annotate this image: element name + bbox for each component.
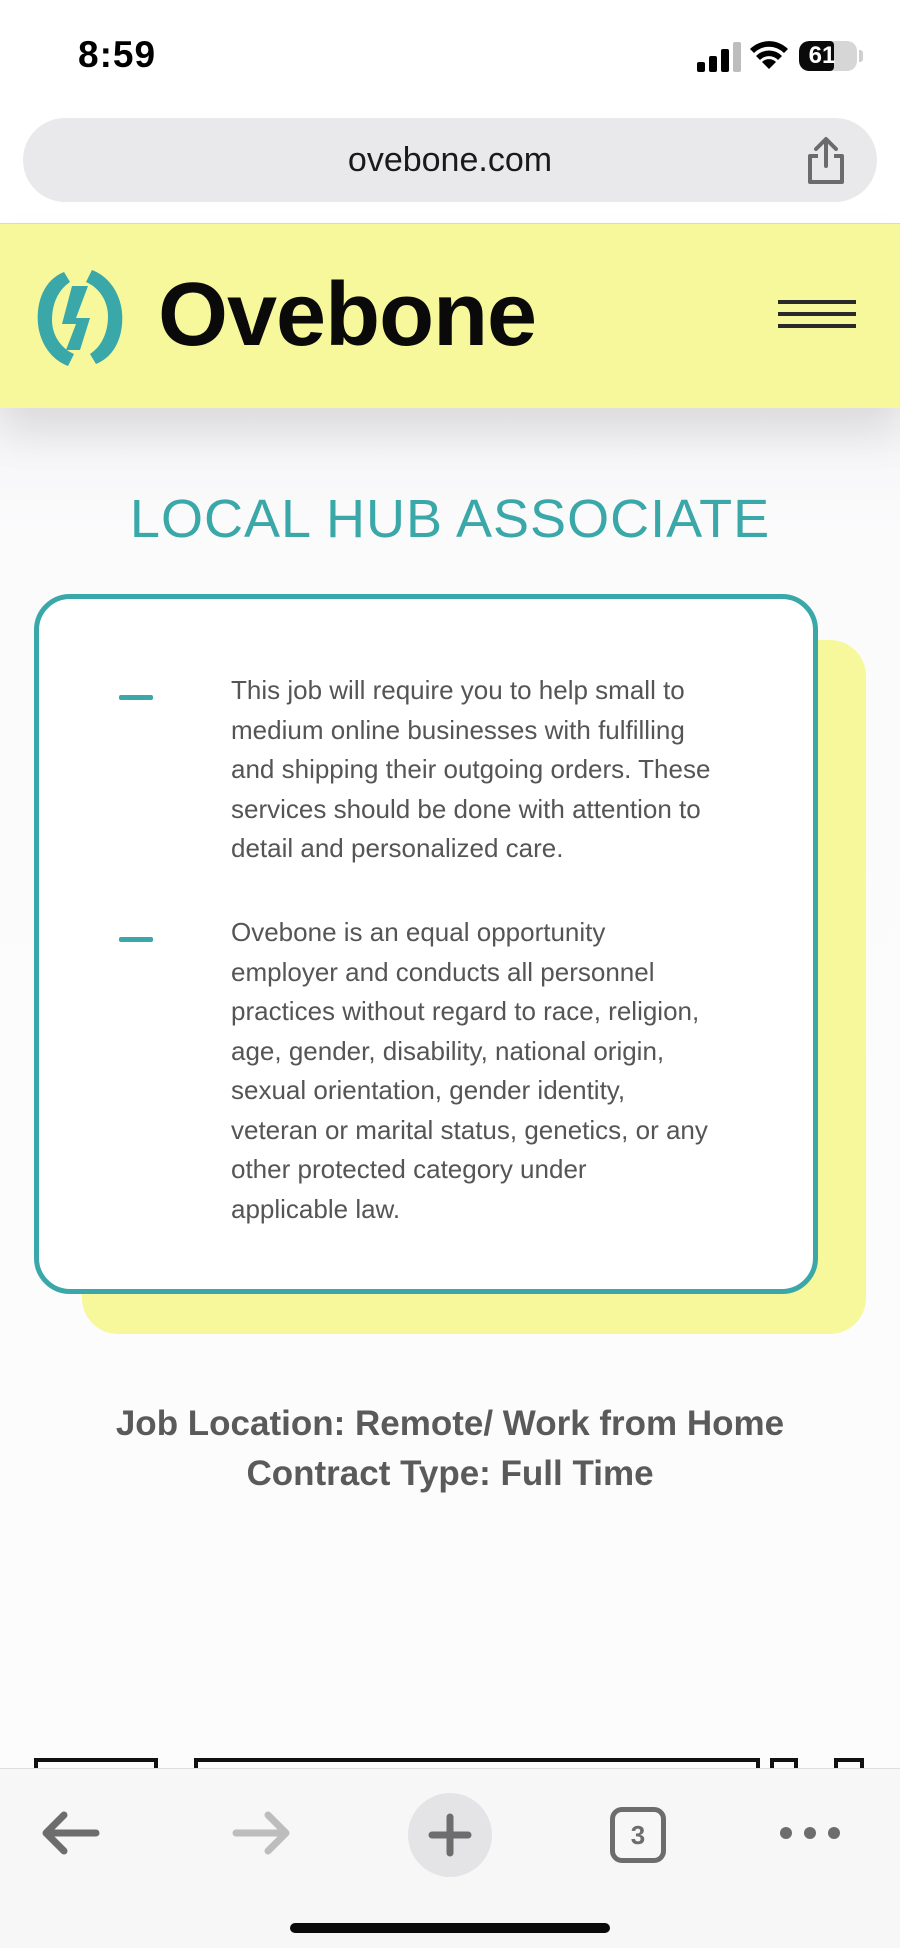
text-line: medium online businesses with fulfilling bbox=[231, 714, 685, 745]
text-line: other protected category under bbox=[231, 1154, 587, 1184]
hamburger-menu-icon[interactable] bbox=[778, 300, 860, 340]
back-arrow-icon[interactable] bbox=[32, 1793, 112, 1873]
brand-name[interactable]: Ovebone bbox=[158, 265, 537, 365]
text-line: sexual orientation, gender identity, bbox=[231, 1075, 626, 1105]
battery-icon bbox=[799, 41, 857, 71]
status-time: 8:59 bbox=[78, 34, 157, 75]
equal-opportunity-paragraph bbox=[231, 913, 751, 1229]
text-line: age, gender, disability, national origin, bbox=[231, 1035, 665, 1066]
peek-border bbox=[194, 1758, 760, 1768]
tabs-icon[interactable]: 3 bbox=[610, 1807, 666, 1863]
battery-cap bbox=[859, 50, 863, 62]
more-icon[interactable] bbox=[770, 1793, 850, 1873]
text-line: services should be done with attention to bbox=[231, 793, 701, 824]
job-location: Job Location: Remote/ Work from Home bbox=[115, 1404, 785, 1443]
new-tab-button[interactable] bbox=[408, 1793, 492, 1877]
text-line: and shipping their outgoing orders. These bbox=[231, 754, 711, 784]
plus-icon bbox=[428, 1813, 472, 1857]
address-bar[interactable] bbox=[23, 118, 877, 202]
signal-icon bbox=[697, 40, 741, 72]
contract-type: Contract Type: Full Time bbox=[246, 1454, 654, 1493]
text-line: applicable law. bbox=[231, 1193, 401, 1224]
text-line: practices without regard to race, religion, bbox=[231, 996, 700, 1026]
text-line: employer and conducts all personnel bbox=[231, 956, 655, 987]
job-description-card bbox=[34, 594, 818, 1294]
bullet-dash bbox=[119, 937, 153, 942]
status-bar bbox=[0, 0, 900, 110]
share-icon[interactable] bbox=[803, 136, 849, 186]
battery-level: 61 bbox=[808, 42, 836, 69]
bullet-dash bbox=[119, 695, 153, 700]
text-line: This job will require you to help small to bbox=[231, 675, 685, 705]
peek-border bbox=[34, 1758, 158, 1768]
url-text[interactable]: ovebone.com bbox=[347, 141, 553, 179]
text-line: Ovebone is an equal opportunity bbox=[231, 917, 606, 947]
browser-top-bar bbox=[0, 110, 900, 224]
home-indicator[interactable] bbox=[290, 1923, 610, 1933]
main-content bbox=[0, 408, 900, 1768]
browser-toolbar bbox=[0, 1768, 900, 1948]
ovebone-logo-icon[interactable] bbox=[34, 266, 126, 370]
job-description-paragraph bbox=[231, 671, 751, 869]
text-line: detail and personalized care. bbox=[231, 833, 564, 863]
wifi-icon bbox=[749, 38, 789, 72]
peek-border bbox=[770, 1758, 798, 1768]
site-header bbox=[0, 224, 900, 408]
text-line: veteran or marital status, genetics, or any bbox=[231, 1114, 708, 1145]
job-title: LOCAL HUB ASSOCIATE bbox=[129, 489, 771, 549]
forward-arrow-icon[interactable] bbox=[220, 1793, 300, 1873]
peek-border bbox=[834, 1758, 864, 1768]
